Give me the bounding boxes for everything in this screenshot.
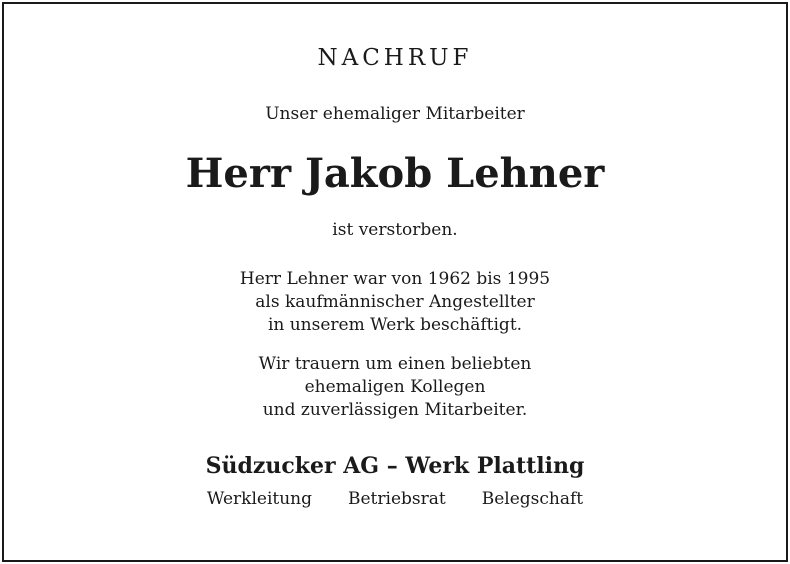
paragraph-line: Wir trauern um einen beliebten: [258, 354, 532, 374]
paragraph-line: Herr Lehner war von 1962 bis 1995: [239, 269, 551, 289]
signer-werkleitung: Werkleitung: [206, 489, 312, 509]
notice-heading: NACHRUF: [317, 45, 473, 71]
status-text: ist verstorben.: [332, 220, 458, 240]
signer-betriebsrat: Betriebsrat: [348, 489, 446, 509]
mourning-paragraph: [0, 353, 790, 422]
paragraph-line: und zuverlässigen Mitarbeiter.: [262, 400, 528, 420]
paragraph-line: in unserem Werk beschäftigt.: [267, 315, 523, 335]
paragraph-line: ehemaligen Kollegen: [304, 377, 486, 397]
company-name: Südzucker AG – Werk Plattling: [205, 453, 585, 479]
signers-row: [0, 489, 790, 509]
employment-paragraph: [0, 268, 790, 337]
deceased-name: Herr Jakob Lehner: [185, 150, 605, 197]
intro-text: Unser ehemaliger Mitarbeiter: [265, 104, 525, 124]
paragraph-line: als kaufmännischer Angestellter: [255, 292, 535, 312]
signer-belegschaft: Belegschaft: [481, 489, 584, 509]
